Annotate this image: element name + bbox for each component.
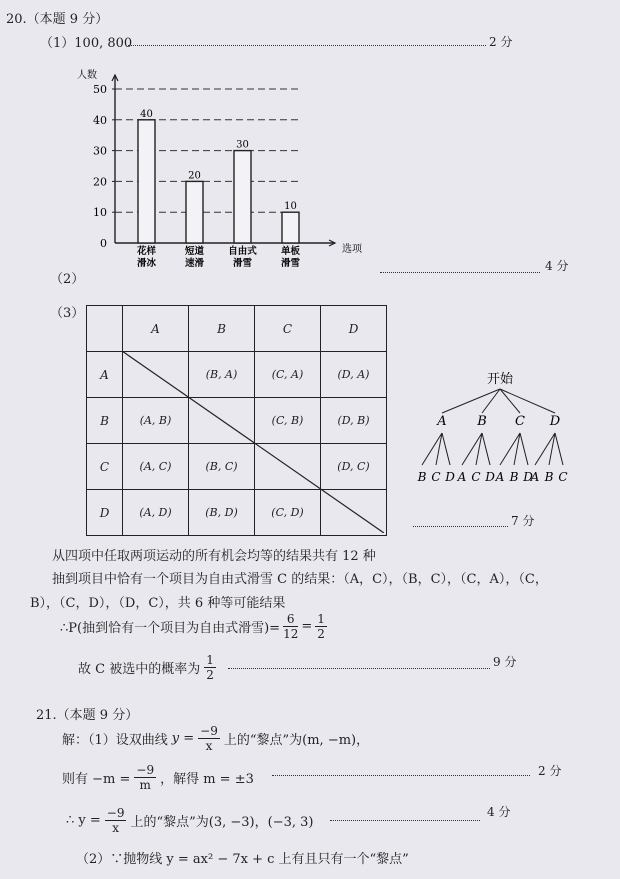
text: 上的“黎点”为(3, −3)，(−3, 3) [130,815,314,830]
bar-chart [60,60,380,270]
numerator: 6 [283,612,298,627]
fraction [134,763,156,792]
text: 解：（1）设双曲线 [62,733,168,748]
numerator: −9 [200,724,218,738]
tree-leaf-label: A [530,470,540,484]
q20-part1-score: 2 分 [489,35,513,49]
table-header-cell: D [321,306,387,352]
q21-line3 [66,806,313,835]
row-header-cell: A [87,352,123,398]
tree-leaf-label: B [417,470,427,484]
y-tick-label: 10 [93,206,107,220]
table-cell: (A, D) [123,490,189,536]
denominator: m [139,778,151,792]
leader-dots [330,820,480,821]
fraction [283,612,298,641]
leader-dots [413,526,508,527]
table-cell: (D, B) [321,398,387,444]
tree-branch [555,433,563,465]
denominator: 2 [206,668,214,682]
conclusion-score: 9 分 [493,655,517,669]
tree-leaf-label: D [523,470,533,484]
q21-line3-score: 4 分 [487,805,511,819]
fraction [315,612,327,641]
y-tick-label: 0 [100,237,107,250]
probability-line [60,612,327,641]
y-axis-label: 人数 [77,70,97,81]
y-tick-label: 50 [93,83,107,96]
table-header-cell: A [123,306,189,352]
numerator: −9 [136,763,155,777]
table-cell: (C, D) [255,490,321,536]
q20-part3: （3） [50,306,85,321]
table-cell: (D, A) [321,352,387,398]
text: 上的“黎点”为(m, −m)， [223,733,370,748]
tree-leaf-label: D [445,470,455,484]
table-cell: (B, A) [189,352,255,398]
equals: = [301,619,313,634]
denominator: x [112,821,120,835]
outcome-table-wrap [86,305,387,536]
tree-diagram [410,365,610,490]
category-label: 滑雪 [232,258,253,269]
table-header-cell: B [189,306,255,352]
text: 则有 −m = [62,772,131,787]
table-cell: (B, D) [189,490,255,536]
y-tick-label: 20 [93,175,107,189]
fraction [105,806,127,835]
q20-heading: 20.（本题 9 分） [6,12,109,27]
text-line: 抽到项目中恰有一个项目为自由式滑雪 C 的结果：（A，C），（B，C），（C，A），（C， [52,572,548,587]
category-label: 短道 [184,246,205,257]
tree-node-label: C [515,414,525,429]
denominator: x [205,739,213,753]
table-cell: (C, B) [255,398,321,444]
bar-value-label: 20 [188,170,201,182]
bar-value-label: 10 [284,201,297,213]
text: ，解得 m = ±3 [160,772,254,787]
tree-leaf-label: C [431,470,441,484]
q20-part1: （1）100, 800 [40,36,133,51]
text: ∴ y = [66,813,101,828]
q20-part2: （2） [50,272,85,287]
bar [282,212,299,243]
numerator: 1 [206,653,214,667]
text-line: B），（C，D），（D，C），共 6 种等可能结果 [30,596,286,611]
bar-value-label: 30 [236,139,249,151]
tree-root-label: 开始 [486,372,514,387]
conclusion-prefix: 故 C 被选中的概率为 [78,662,201,677]
category-label: 自由式 [228,246,257,257]
category-label: 花样 [136,246,157,257]
tree-leaf-label: B [509,470,519,484]
tree-branch [500,389,520,413]
bar [138,120,155,243]
q21-line4: （2）∵抛物线 y = ax² − 7x + c 上有且只有一个“黎点” [76,852,409,867]
q21-line2 [62,763,254,792]
y-tick-label: 40 [93,113,107,127]
table-cell: (C, A) [255,352,321,398]
table-header-cell [87,306,123,352]
fraction [198,724,220,753]
row-header-cell: C [87,444,123,490]
category-label: 滑冰 [136,258,157,269]
probability-prefix: ∴P(抽到恰有一个项目为自由式滑雪)= [60,621,281,636]
q21-line2-score: 2 分 [538,764,562,778]
tree-node-label: D [549,414,561,429]
bar [186,181,203,243]
tree-leaf-label: D [485,470,495,484]
y-tick-label: 30 [93,144,107,158]
numerator: −9 [106,806,125,820]
numerator: 1 [317,612,325,626]
q20-part2-score: 4 分 [545,259,569,273]
fraction [204,653,216,682]
tree-leaf-label: A [495,470,505,484]
table-header-row [87,306,387,352]
tree-branch [442,433,450,465]
x-axis-label: 选项 [342,244,362,255]
tree-leaf-label: C [558,470,568,484]
table-cell: (D, C) [321,444,387,490]
table-cell: (B, C) [189,444,255,490]
conclusion-line [78,653,216,682]
bar-value-label: 40 [140,108,153,120]
tree-branch [482,433,490,465]
tree-node-label: B [477,414,487,429]
text-line: 从四项中任取两项运动的所有机会均等的结果共有 12 种 [52,549,376,564]
category-label: 速滑 [184,258,205,269]
table-cell: (A, B) [123,398,189,444]
math: y = [171,731,195,746]
category-label: 单板 [280,246,301,257]
table-cell: (A, C) [123,444,189,490]
leader-dots [128,45,486,46]
denominator: 12 [283,627,299,641]
row-header-cell: D [87,490,123,536]
tree-leaf-label: B [544,470,554,484]
tree-leaf-label: A [457,470,467,484]
table-header-cell: C [255,306,321,352]
leader-dots [380,272,540,273]
tree-branch [500,389,555,413]
category-label: 滑雪 [280,258,301,269]
table-diagonal [122,351,384,533]
row-header-cell: B [87,398,123,444]
leader-dots [272,775,530,776]
bar [234,151,251,243]
q21-heading: 21.（本题 9 分） [36,708,139,723]
denominator: 2 [317,627,325,641]
q21-line1 [62,724,369,753]
tree-branch [520,433,528,465]
tree-score: 7 分 [511,514,535,528]
tree-node-label: A [437,414,447,429]
tree-leaf-label: C [471,470,481,484]
leader-dots [228,668,490,669]
